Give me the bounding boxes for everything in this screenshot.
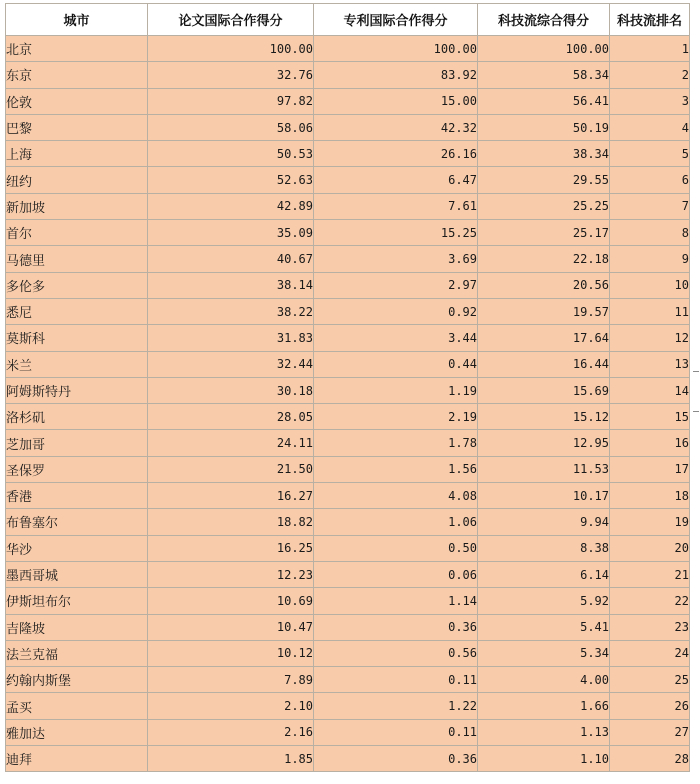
paper-score-cell[interactable]: 24.11 — [148, 430, 314, 456]
city-cell[interactable]: 香港 — [6, 483, 148, 509]
paper-score-cell[interactable]: 58.06 — [148, 114, 314, 140]
paper-score-cell[interactable]: 32.44 — [148, 351, 314, 377]
city-cell[interactable]: 米兰 — [6, 351, 148, 377]
city-cell[interactable]: 雅加达 — [6, 719, 148, 745]
composite-score-cell[interactable]: 16.44 — [478, 351, 610, 377]
city-cell[interactable]: 马德里 — [6, 246, 148, 272]
composite-score-cell[interactable]: 15.12 — [478, 404, 610, 430]
rank-cell[interactable]: 28 — [610, 746, 690, 772]
table-row — [6, 483, 690, 509]
composite-score-cell[interactable]: 17.64 — [478, 325, 610, 351]
city-cell[interactable]: 华沙 — [6, 535, 148, 561]
rank-cell[interactable]: 1 — [610, 36, 690, 62]
paper-score-cell[interactable]: 97.82 — [148, 88, 314, 114]
table-row — [6, 746, 690, 772]
rank-cell[interactable]: 2 — [610, 62, 690, 88]
composite-score-cell[interactable]: 1.66 — [478, 693, 610, 719]
table-row — [6, 456, 690, 482]
patent-score-cell[interactable]: 0.36 — [314, 614, 478, 640]
patent-score-cell[interactable]: 1.14 — [314, 588, 478, 614]
rank-cell[interactable]: 16 — [610, 430, 690, 456]
patent-score-cell[interactable]: 0.92 — [314, 298, 478, 324]
city-cell[interactable]: 新加坡 — [6, 193, 148, 219]
paper-score-cell[interactable]: 40.67 — [148, 246, 314, 272]
table-header — [6, 4, 690, 36]
patent-score-cell[interactable]: 0.56 — [314, 640, 478, 666]
scroll-tick-mark — [693, 411, 699, 412]
composite-score-cell[interactable]: 5.92 — [478, 588, 610, 614]
paper-score-cell[interactable]: 30.18 — [148, 377, 314, 403]
city-cell[interactable]: 伊斯坦布尔 — [6, 588, 148, 614]
patent-score-cell[interactable]: 0.06 — [314, 561, 478, 587]
rank-cell[interactable]: 3 — [610, 88, 690, 114]
city-science-flow-table — [5, 3, 690, 772]
city-cell[interactable]: 迪拜 — [6, 746, 148, 772]
rank-cell[interactable]: 4 — [610, 114, 690, 140]
rank-cell[interactable]: 9 — [610, 246, 690, 272]
patent-score-cell[interactable]: 1.19 — [314, 377, 478, 403]
table-row — [6, 667, 690, 693]
patent-score-cell[interactable]: 2.19 — [314, 404, 478, 430]
paper-score-cell[interactable]: 10.12 — [148, 640, 314, 666]
paper-score-cell[interactable]: 21.50 — [148, 456, 314, 482]
paper-score-cell[interactable]: 10.69 — [148, 588, 314, 614]
table-row — [6, 351, 690, 377]
composite-score-cell[interactable]: 58.34 — [478, 62, 610, 88]
patent-score-cell[interactable]: 15.00 — [314, 88, 478, 114]
composite-score-cell[interactable]: 56.41 — [478, 88, 610, 114]
patent-score-cell[interactable]: 0.11 — [314, 719, 478, 745]
rank-cell[interactable]: 26 — [610, 693, 690, 719]
rank-cell[interactable]: 11 — [610, 298, 690, 324]
header-row — [6, 4, 690, 36]
header-patent-score[interactable]: 专利国际合作得分 — [314, 4, 478, 36]
patent-score-cell[interactable]: 3.69 — [314, 246, 478, 272]
patent-score-cell[interactable]: 83.92 — [314, 62, 478, 88]
table-row — [6, 509, 690, 535]
composite-score-cell[interactable]: 1.13 — [478, 719, 610, 745]
patent-score-cell[interactable]: 0.44 — [314, 351, 478, 377]
rank-cell[interactable]: 20 — [610, 535, 690, 561]
rank-cell[interactable]: 17 — [610, 456, 690, 482]
table-row — [6, 325, 690, 351]
composite-score-cell[interactable]: 100.00 — [478, 36, 610, 62]
city-cell[interactable]: 圣保罗 — [6, 456, 148, 482]
patent-score-cell[interactable]: 0.36 — [314, 746, 478, 772]
table-row — [6, 614, 690, 640]
rank-cell[interactable]: 8 — [610, 220, 690, 246]
patent-score-cell[interactable]: 0.11 — [314, 667, 478, 693]
paper-score-cell[interactable]: 12.23 — [148, 561, 314, 587]
city-cell[interactable]: 莫斯科 — [6, 325, 148, 351]
paper-score-cell[interactable]: 16.25 — [148, 535, 314, 561]
table-row — [6, 36, 690, 62]
patent-score-cell[interactable]: 15.25 — [314, 220, 478, 246]
city-cell[interactable]: 首尔 — [6, 220, 148, 246]
rank-cell[interactable]: 15 — [610, 404, 690, 430]
table-row — [6, 298, 690, 324]
composite-score-cell[interactable]: 5.34 — [478, 640, 610, 666]
scroll-tick-mark — [693, 371, 699, 372]
patent-score-cell[interactable]: 1.78 — [314, 430, 478, 456]
composite-score-cell[interactable]: 6.14 — [478, 561, 610, 587]
patent-score-cell[interactable]: 6.47 — [314, 167, 478, 193]
city-cell[interactable]: 孟买 — [6, 693, 148, 719]
composite-score-cell[interactable]: 19.57 — [478, 298, 610, 324]
rank-cell[interactable]: 5 — [610, 141, 690, 167]
patent-score-cell[interactable]: 100.00 — [314, 36, 478, 62]
paper-score-cell[interactable]: 100.00 — [148, 36, 314, 62]
city-cell[interactable]: 悉尼 — [6, 298, 148, 324]
city-cell[interactable]: 布鲁塞尔 — [6, 509, 148, 535]
patent-score-cell[interactable]: 26.16 — [314, 141, 478, 167]
city-cell[interactable]: 芝加哥 — [6, 430, 148, 456]
table-row — [6, 167, 690, 193]
composite-score-cell[interactable]: 5.41 — [478, 614, 610, 640]
paper-score-cell[interactable]: 38.14 — [148, 272, 314, 298]
table-row — [6, 246, 690, 272]
city-cell[interactable]: 法兰克福 — [6, 640, 148, 666]
table-row — [6, 88, 690, 114]
city-cell[interactable]: 上海 — [6, 141, 148, 167]
table-row — [6, 561, 690, 587]
table-row — [6, 141, 690, 167]
patent-score-cell[interactable]: 0.50 — [314, 535, 478, 561]
composite-score-cell[interactable]: 20.56 — [478, 272, 610, 298]
city-cell[interactable]: 吉隆坡 — [6, 614, 148, 640]
header-rank[interactable]: 科技流排名 — [610, 4, 690, 36]
composite-score-cell[interactable]: 9.94 — [478, 509, 610, 535]
table-row — [6, 535, 690, 561]
table-row — [6, 114, 690, 140]
rank-cell[interactable]: 6 — [610, 167, 690, 193]
rank-cell[interactable]: 10 — [610, 272, 690, 298]
composite-score-cell[interactable]: 1.10 — [478, 746, 610, 772]
paper-score-cell[interactable]: 7.89 — [148, 667, 314, 693]
city-cell[interactable]: 东京 — [6, 62, 148, 88]
composite-score-cell[interactable]: 25.17 — [478, 220, 610, 246]
header-paper-score[interactable]: 论文国际合作得分 — [148, 4, 314, 36]
header-composite-score[interactable]: 科技流综合得分 — [478, 4, 610, 36]
rank-cell[interactable]: 19 — [610, 509, 690, 535]
table-row — [6, 693, 690, 719]
table-row — [6, 404, 690, 430]
header-city[interactable]: 城市 — [6, 4, 148, 36]
composite-score-cell[interactable]: 4.00 — [478, 667, 610, 693]
paper-score-cell[interactable]: 35.09 — [148, 220, 314, 246]
city-cell[interactable]: 墨西哥城 — [6, 561, 148, 587]
rank-cell[interactable]: 23 — [610, 614, 690, 640]
table-row — [6, 588, 690, 614]
patent-score-cell[interactable]: 2.97 — [314, 272, 478, 298]
composite-score-cell[interactable]: 29.55 — [478, 167, 610, 193]
city-cell[interactable]: 阿姆斯特丹 — [6, 377, 148, 403]
city-cell[interactable]: 北京 — [6, 36, 148, 62]
city-cell[interactable]: 纽约 — [6, 167, 148, 193]
patent-score-cell[interactable]: 3.44 — [314, 325, 478, 351]
patent-score-cell[interactable]: 7.61 — [314, 193, 478, 219]
paper-score-cell[interactable]: 38.22 — [148, 298, 314, 324]
rank-cell[interactable]: 25 — [610, 667, 690, 693]
paper-score-cell[interactable]: 1.85 — [148, 746, 314, 772]
table-row — [6, 220, 690, 246]
table-body — [6, 36, 690, 772]
composite-score-cell[interactable]: 15.69 — [478, 377, 610, 403]
table-row — [6, 640, 690, 666]
paper-score-cell[interactable]: 18.82 — [148, 509, 314, 535]
patent-score-cell[interactable]: 1.06 — [314, 509, 478, 535]
rank-cell[interactable]: 14 — [610, 377, 690, 403]
paper-score-cell[interactable]: 10.47 — [148, 614, 314, 640]
paper-score-cell[interactable]: 2.16 — [148, 719, 314, 745]
composite-score-cell[interactable]: 22.18 — [478, 246, 610, 272]
table-row — [6, 430, 690, 456]
city-cell[interactable]: 约翰内斯堡 — [6, 667, 148, 693]
paper-score-cell[interactable]: 52.63 — [148, 167, 314, 193]
city-cell[interactable]: 巴黎 — [6, 114, 148, 140]
rank-cell[interactable]: 18 — [610, 483, 690, 509]
paper-score-cell[interactable]: 28.05 — [148, 404, 314, 430]
rank-cell[interactable]: 7 — [610, 193, 690, 219]
rank-cell[interactable]: 27 — [610, 719, 690, 745]
patent-score-cell[interactable]: 1.22 — [314, 693, 478, 719]
rank-cell[interactable]: 12 — [610, 325, 690, 351]
city-cell[interactable]: 伦敦 — [6, 88, 148, 114]
composite-score-cell[interactable]: 10.17 — [478, 483, 610, 509]
table-row — [6, 193, 690, 219]
composite-score-cell[interactable]: 11.53 — [478, 456, 610, 482]
rank-cell[interactable]: 13 — [610, 351, 690, 377]
table-row — [6, 719, 690, 745]
table-row — [6, 377, 690, 403]
rank-cell[interactable]: 22 — [610, 588, 690, 614]
table-row — [6, 272, 690, 298]
paper-score-cell[interactable]: 32.76 — [148, 62, 314, 88]
paper-score-cell[interactable]: 31.83 — [148, 325, 314, 351]
paper-score-cell[interactable]: 2.10 — [148, 693, 314, 719]
paper-score-cell[interactable]: 16.27 — [148, 483, 314, 509]
composite-score-cell[interactable]: 38.34 — [478, 141, 610, 167]
rank-cell[interactable]: 21 — [610, 561, 690, 587]
patent-score-cell[interactable]: 42.32 — [314, 114, 478, 140]
composite-score-cell[interactable]: 8.38 — [478, 535, 610, 561]
paper-score-cell[interactable]: 42.89 — [148, 193, 314, 219]
patent-score-cell[interactable]: 4.08 — [314, 483, 478, 509]
patent-score-cell[interactable]: 1.56 — [314, 456, 478, 482]
city-cell[interactable]: 洛杉矶 — [6, 404, 148, 430]
composite-score-cell[interactable]: 12.95 — [478, 430, 610, 456]
paper-score-cell[interactable]: 50.53 — [148, 141, 314, 167]
table-row — [6, 62, 690, 88]
rank-cell[interactable]: 24 — [610, 640, 690, 666]
composite-score-cell[interactable]: 25.25 — [478, 193, 610, 219]
composite-score-cell[interactable]: 50.19 — [478, 114, 610, 140]
city-cell[interactable]: 多伦多 — [6, 272, 148, 298]
